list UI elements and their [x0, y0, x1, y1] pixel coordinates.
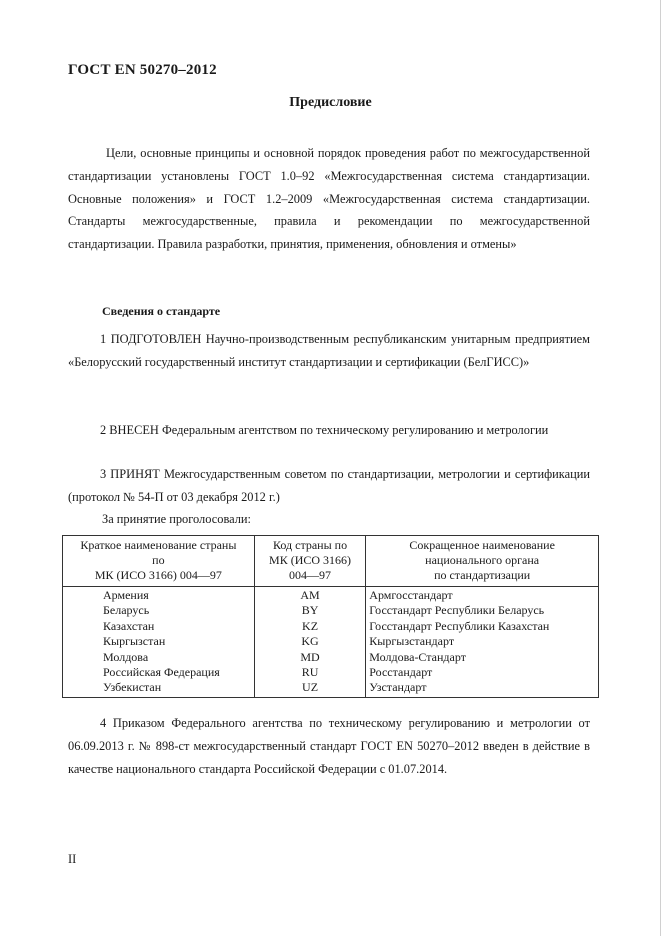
standards-body: Госстандарт Республики Казахстан	[366, 619, 599, 634]
country-name: Казахстан	[63, 619, 255, 634]
standards-body: Кыргызстандарт	[366, 634, 599, 649]
section-heading: Сведения о стандарте	[102, 304, 221, 318]
country-code: RU	[254, 665, 366, 680]
voting-states-table	[62, 535, 599, 698]
country-code: AM	[254, 587, 366, 604]
table-row	[63, 619, 599, 634]
header-standards-body: Сокращенное наименование национального органа по стандартизации	[366, 536, 599, 587]
intro-paragraph: Цели, основные принципы и основной порядок проведения работ по межгосударственной стандартизации установлены ГОСТ 1.0–92 «Межгосударственная система стандартизации. Основные положения» и ГОСТ 1.2–2009 «Межгосударственная система стандартизации. Стандарты межгосударственные, правила и рекомендации по межгосударственной стандартизации. Правила разработки, принятия, применения, обновления и отмены»	[68, 146, 590, 252]
item-3-adopted: 3 ПРИНЯТ Межгосударственным советом по стандартизации, метрологии и сертификации (протокол № 54-П от 03 декабря 2012 г.)	[68, 467, 590, 504]
vote-label: За принятие проголосовали:	[102, 512, 251, 526]
country-code: UZ	[254, 680, 366, 697]
standards-body: Армгосстандарт	[366, 587, 599, 604]
item-4-order: 4 Приказом Федерального агентства по техническому регулированию и метрологии от 06.09.2013 г. № 898-ст межгосударственный стандарт ГОСТ EN 50270–2012 введен в действие в качестве национального стандарта Российской Федерации с 01.07.2014.	[68, 716, 590, 776]
header-country-code: Код страны по МК (ИСО 3166) 004—97	[254, 536, 366, 587]
standards-body: Росстандарт	[366, 665, 599, 680]
table-row	[63, 680, 599, 697]
country-name: Российская Федерация	[63, 665, 255, 680]
page-number: II	[68, 852, 77, 866]
item-1-prepared: 1 ПОДГОТОВЛЕН Научно-производственным республиканским унитарным предприятием «Белорусский государственный институт стандартизации и сертификации (БелГИСС)»	[68, 332, 590, 369]
standards-body: Молдова-Стандарт	[366, 650, 599, 665]
country-name: Молдова	[63, 650, 255, 665]
country-name: Беларусь	[63, 603, 255, 618]
country-code: MD	[254, 650, 366, 665]
table-row	[63, 587, 599, 604]
header-country-name: Краткое наименование страны по МК (ИСО 3166) 004—97	[63, 536, 255, 587]
document-code: ГОСТ EN 50270–2012	[68, 62, 217, 78]
table-row	[63, 634, 599, 649]
standards-body: Госстандарт Республики Беларусь	[366, 603, 599, 618]
table-row	[63, 665, 599, 680]
table-header-row	[63, 536, 599, 587]
table-row	[63, 650, 599, 665]
country-code: KG	[254, 634, 366, 649]
country-code: KZ	[254, 619, 366, 634]
page-title: Предисловие	[289, 95, 372, 110]
country-name: Армения	[63, 587, 255, 604]
standards-body: Узстандарт	[366, 680, 599, 697]
table-row	[63, 603, 599, 618]
country-name: Узбекистан	[63, 680, 255, 697]
country-code: BY	[254, 603, 366, 618]
item-2-introduced: 2 ВНЕСЕН Федеральным агентством по техническому регулированию и метрологии	[100, 423, 549, 437]
country-name: Кыргызстан	[63, 634, 255, 649]
